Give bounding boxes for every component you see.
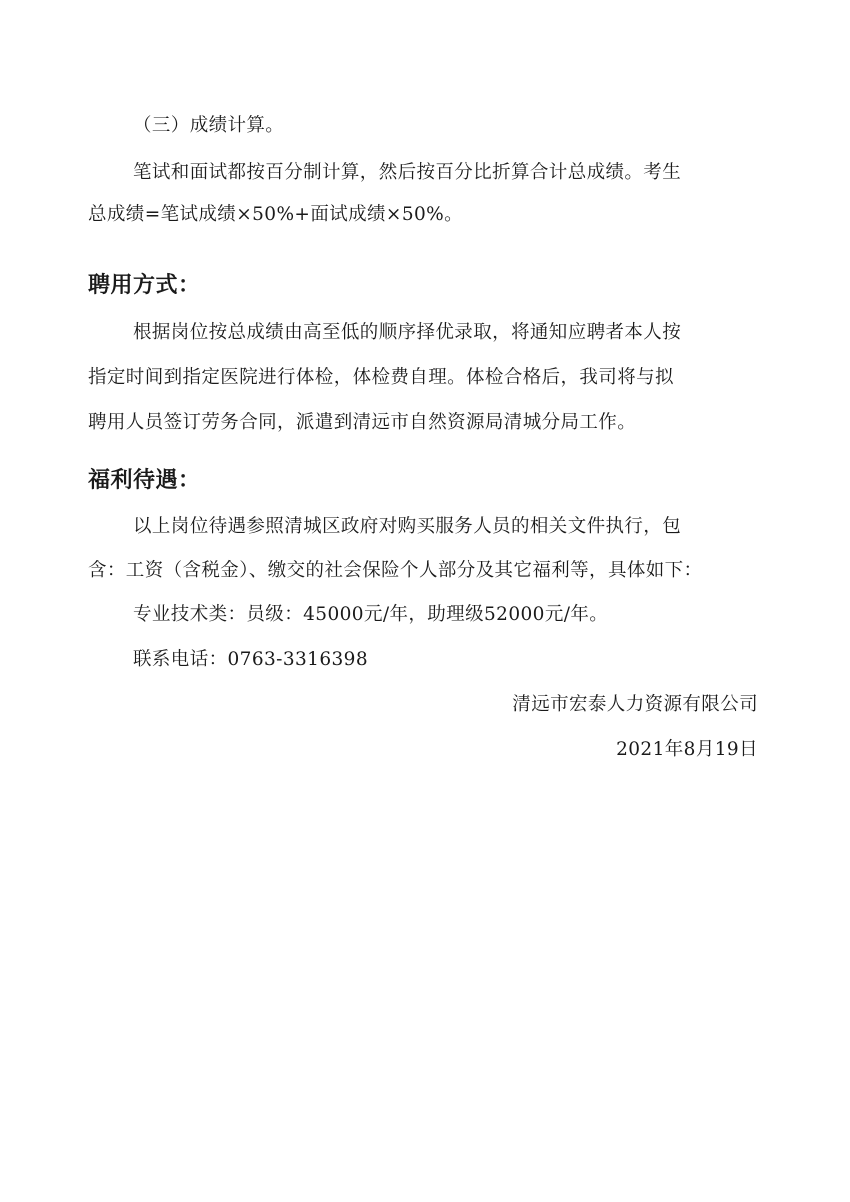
score-paragraph-line-2: 总成绩=笔试成绩×50%+面试成绩×50%。	[88, 204, 464, 225]
hiring-paragraph-line-2: 指定时间到指定医院进行体检，体检费自理。体检合格后，我司将与拟	[88, 367, 674, 388]
hiring-paragraph-line-3: 聘用人员签订劳务合同，派遣到清远市自然资源局清城分局工作。	[88, 412, 637, 433]
score-section-title: （三）成绩计算。	[133, 115, 285, 136]
benefits-heading: 福利待遇：	[88, 468, 201, 493]
hiring-heading: 聘用方式：	[88, 273, 201, 298]
signature-company: 清远市宏泰人力资源有限公司	[512, 694, 758, 715]
benefits-paragraph-line-1: 以上岗位待遇参照清城区政府对购买服务人员的相关文件执行，包	[133, 516, 682, 537]
signature-date: 2021年8月19日	[616, 739, 758, 760]
benefits-paragraph-line-2: 含：工资（含税金）、缴交的社会保险个人部分及其它福利等，具体如下：	[88, 560, 703, 581]
contact-phone-line: 联系电话：0763-3316398	[133, 649, 369, 670]
hiring-paragraph-line-1: 根据岗位按总成绩由高至低的顺序择优录取，将通知应聘者本人按	[133, 322, 682, 343]
score-paragraph-line-1: 笔试和面试都按百分制计算，然后按百分比折算合计总成绩。考生	[133, 162, 682, 183]
salary-line: 专业技术类：员级：45000元/年，助理级52000元/年。	[133, 604, 609, 625]
